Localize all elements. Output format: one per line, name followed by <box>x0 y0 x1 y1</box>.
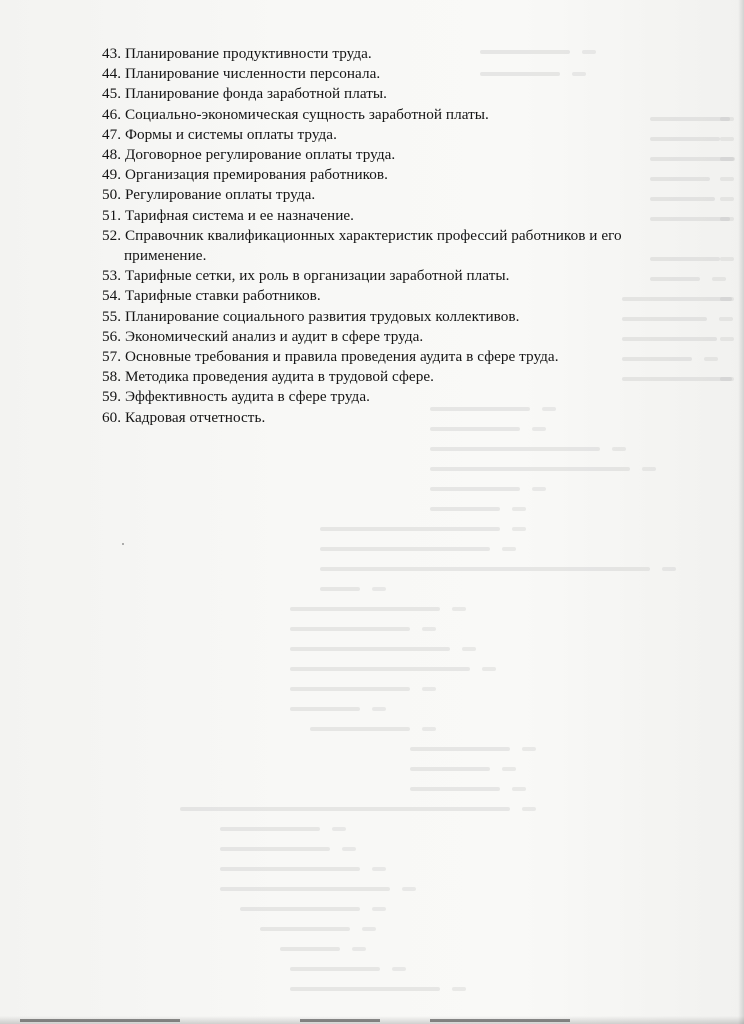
bleed-through-number <box>720 217 734 221</box>
bleed-through-number <box>372 867 386 871</box>
bleed-through-number <box>362 927 376 931</box>
bleed-through-line <box>260 927 350 931</box>
bleed-through-line <box>410 747 510 751</box>
question-item: 48. Договорное регулирование оплаты труда. <box>102 146 396 164</box>
bleed-through-line <box>220 827 320 831</box>
bleed-through-number <box>662 567 676 571</box>
bleed-through-line <box>290 667 470 671</box>
bleed-through-line <box>180 807 510 811</box>
bleed-through-number <box>392 967 406 971</box>
bleed-through-number <box>720 197 734 201</box>
bleed-through-number <box>720 297 734 301</box>
bleed-through-line <box>290 707 360 711</box>
bleed-through-line <box>290 967 380 971</box>
question-item: 58. Методика проведения аудита в трудовой сфере. <box>102 368 434 386</box>
bleed-through-number <box>422 627 436 631</box>
bleed-through-number <box>422 687 436 691</box>
bleed-through-number <box>502 547 516 551</box>
bleed-through-line <box>240 907 360 911</box>
bleed-through-line <box>220 867 360 871</box>
bleed-through-number <box>719 317 733 321</box>
bleed-through-line <box>430 467 630 471</box>
bleed-through-line <box>410 787 500 791</box>
bleed-through-number <box>342 847 356 851</box>
bleed-through-number <box>720 137 734 141</box>
bleed-through-number <box>532 487 546 491</box>
bleed-through-number <box>372 707 386 711</box>
question-item: 53. Тарифные сетки, их роль в организации заработной платы. <box>102 267 510 285</box>
bleed-through-number <box>452 607 466 611</box>
question-item: 50. Регулирование оплаты труда. <box>102 186 316 204</box>
bleed-through-number <box>522 807 536 811</box>
bleed-through-line <box>410 767 490 771</box>
bleed-through-line <box>280 947 340 951</box>
bleed-through-line <box>290 607 440 611</box>
question-item: 60. Кадровая отчетность. <box>102 408 266 426</box>
bleed-through-number <box>502 767 516 771</box>
scan-artifact <box>20 1019 180 1022</box>
bleed-through-line <box>320 567 650 571</box>
question-item: 56. Экономический анализ и аудит в сфере труда. <box>102 327 424 345</box>
bleed-through-number <box>372 587 386 591</box>
bleed-through-number <box>452 987 466 991</box>
bleed-through-number <box>720 257 734 261</box>
question-item: 52. Справочник квалификационных характеристик профессий работников и его применение. <box>102 226 622 265</box>
question-item: 45. Планирование фонда заработной платы. <box>102 85 388 103</box>
bleed-through-number <box>352 947 366 951</box>
bleed-through-line <box>430 507 500 511</box>
bleed-through-number <box>720 177 734 181</box>
scan-artifact <box>300 1019 380 1022</box>
bleed-through-number <box>612 447 626 451</box>
bleed-through-number <box>422 727 436 731</box>
bleed-through-line <box>320 547 490 551</box>
bleed-through-number <box>712 277 726 281</box>
scan-artifact <box>430 1019 570 1022</box>
bleed-through-number <box>462 647 476 651</box>
exam-question-list <box>102 44 702 428</box>
bleed-through-line <box>290 647 450 651</box>
bleed-through-number <box>720 117 734 121</box>
bleed-through-number <box>512 507 526 511</box>
bleed-through-number <box>402 887 416 891</box>
bleed-through-line <box>430 447 600 451</box>
bleed-through-line <box>430 487 520 491</box>
stray-mark <box>122 543 124 545</box>
bleed-through-line <box>290 627 410 631</box>
bleed-through-number <box>720 377 734 381</box>
bleed-through-line <box>320 587 360 591</box>
question-item: 51. Тарифная система и ее назначение. <box>102 206 355 224</box>
bleed-through-number <box>704 357 718 361</box>
bleed-through-number <box>642 467 656 471</box>
question-item: 46. Социально-экономическая сущность заработной платы. <box>102 105 489 123</box>
bleed-through-line <box>310 727 410 731</box>
bleed-through-number <box>372 907 386 911</box>
question-item: 59. Эффективность аудита в сфере труда. <box>102 388 370 406</box>
question-item: 55. Планирование социального развития трудовых коллективов. <box>102 307 520 325</box>
bleed-through-number <box>522 747 536 751</box>
bleed-through-number <box>720 337 734 341</box>
bleed-through-number <box>332 827 346 831</box>
bleed-through-line <box>220 887 390 891</box>
bleed-through-line <box>290 987 440 991</box>
bleed-through-line <box>220 847 330 851</box>
question-item: 57. Основные требования и правила проведения аудита в сфере труда. <box>102 348 559 366</box>
question-item: 47. Формы и системы оплаты труда. <box>102 125 337 143</box>
bleed-through-number <box>512 527 526 531</box>
bleed-through-line <box>320 527 500 531</box>
page-edge-shadow <box>738 0 744 1024</box>
question-item: 43. Планирование продуктивности труда. <box>102 45 372 62</box>
question-item: 44. Планирование численности персонала. <box>102 65 381 83</box>
bleed-through-number <box>512 787 526 791</box>
question-item: 49. Организация премирования работников. <box>102 166 389 184</box>
bleed-through-line <box>290 687 410 691</box>
question-item: 54. Тарифные ставки работников. <box>102 287 321 305</box>
bleed-through-number <box>720 157 734 161</box>
bleed-through-number <box>482 667 496 671</box>
